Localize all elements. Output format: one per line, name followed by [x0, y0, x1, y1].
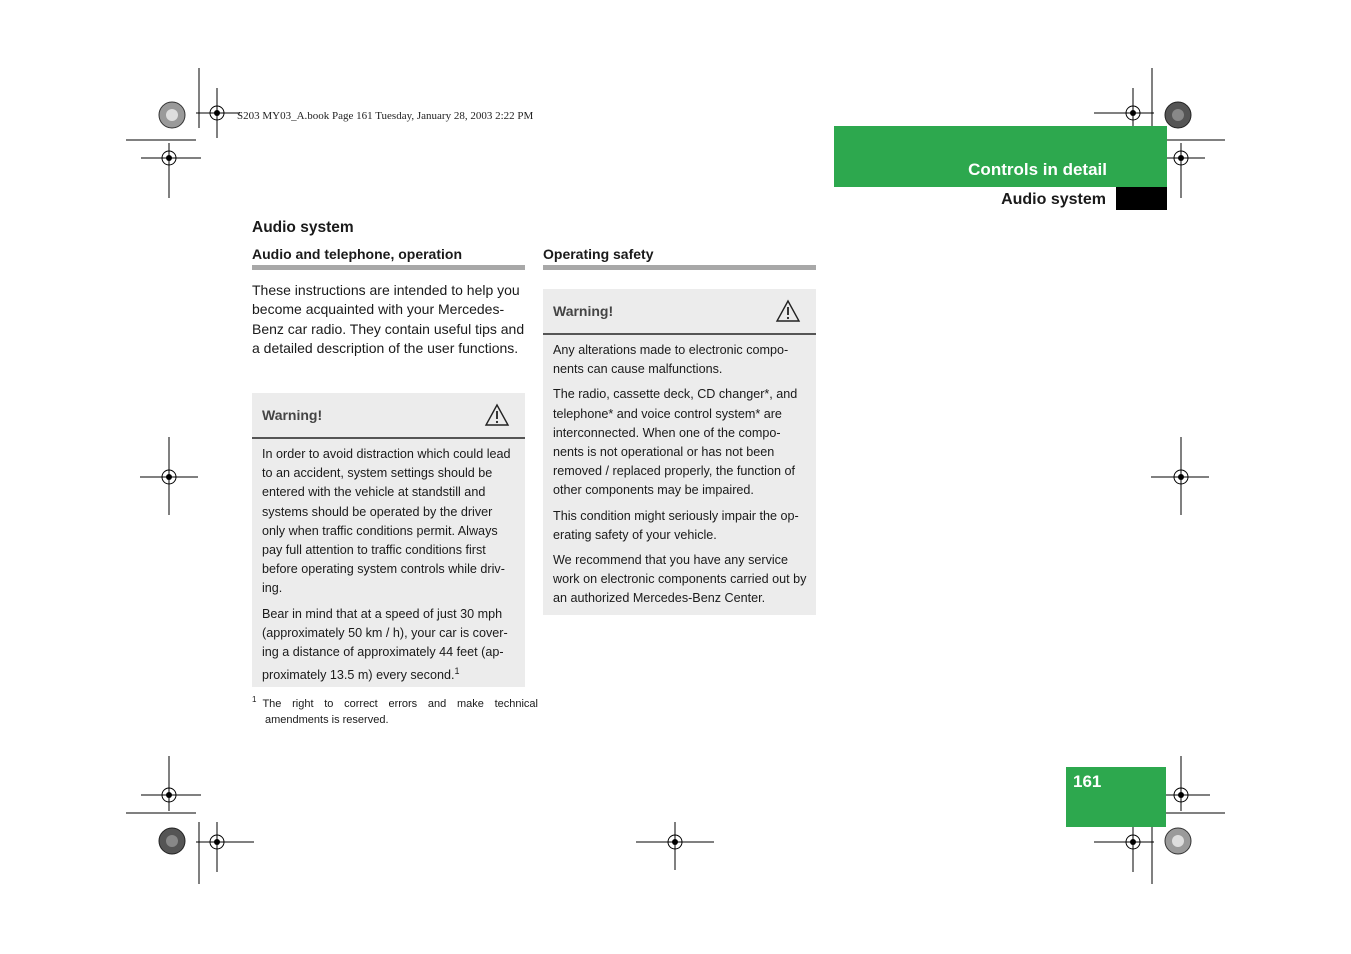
section-title: Controls in detail	[968, 160, 1107, 179]
registration-mark-icon	[636, 822, 716, 872]
subsection-title: Audio system	[1001, 191, 1106, 208]
warning-paragraph: Any alterations made to electronic compo-nents can cause malfunctions.	[553, 343, 789, 377]
warning-paragraph: The radio, cassette deck, CD changer*, and telephone* and voice control system* are interconnected. When one of the compo-nents is not operational or has not been removed / replaced properly, the function of other components may be impaired.	[553, 387, 798, 498]
warning-box-electronics	[543, 289, 816, 615]
registration-mark-icon	[126, 138, 216, 198]
color-wheel-icon	[1163, 826, 1193, 856]
registration-mark-icon	[1151, 437, 1211, 517]
warning-title: Warning!	[262, 407, 323, 423]
warning-title: Warning!	[553, 303, 614, 319]
warning-triangle-icon	[775, 299, 801, 323]
footnote-text: The right to correct errors and make technical amendments is reserved.	[262, 698, 538, 726]
warning-box-distraction	[252, 393, 525, 687]
warning-body	[252, 439, 525, 691]
registration-mark-icon	[140, 437, 200, 517]
warning-paragraph	[262, 605, 517, 686]
page-number-tab	[1066, 767, 1166, 827]
warning-header	[252, 393, 525, 439]
color-wheel-icon	[1163, 100, 1193, 130]
warning-paragraph: This condition might seriously impair the op-erating safety of your vehicle.	[553, 508, 799, 542]
page-number: 161	[1073, 772, 1102, 791]
section-header-tab	[834, 126, 1167, 187]
registration-mark-icon	[126, 756, 216, 816]
footnote	[252, 692, 538, 728]
left-column-heading: Audio and telephone, operation	[252, 246, 525, 270]
subsection-marker	[1116, 187, 1167, 210]
print-info: S203 MY03_A.book Page 161 Tuesday, January 28, 2003 2:22 PM	[237, 110, 534, 122]
registration-mark-icon	[196, 822, 256, 886]
warning-triangle-icon	[484, 403, 510, 427]
warning-body	[543, 335, 816, 615]
color-wheel-icon	[157, 826, 187, 856]
warning-paragraph-text: Bear in mind that at a speed of just 30 mph (approximately 50 km / h), your car is cover-ing a distance of approximately 44 feet (ap-proximately 13.5 m) every second.	[262, 606, 508, 683]
intro-paragraph: These instructions are intended to help you become acquainted with your Mercedes-Benz car radio. They contain useful tips and a detailed description of the user functions.	[252, 282, 525, 356]
color-wheel-icon	[157, 100, 187, 130]
right-column-heading: Operating safety	[543, 246, 816, 270]
warning-header	[543, 289, 816, 335]
warning-paragraph: In order to avoid distraction which could lead to an accident, system settings should be entered with the vehicle at standstill and systems should be operated by the driver only when traffic conditions permit. Always pay full attention to traffic conditions first before operating system controls while driv-ing.	[262, 447, 511, 596]
registration-mark-icon	[1094, 822, 1159, 886]
warning-paragraph: We recommend that you have any service work on electronic components carried out by an authorized Mercedes-Benz Center.	[553, 553, 807, 606]
footnote-marker: 1	[252, 695, 257, 704]
page-title: Audio system	[252, 219, 354, 236]
footnote-reference: 1	[454, 666, 460, 677]
